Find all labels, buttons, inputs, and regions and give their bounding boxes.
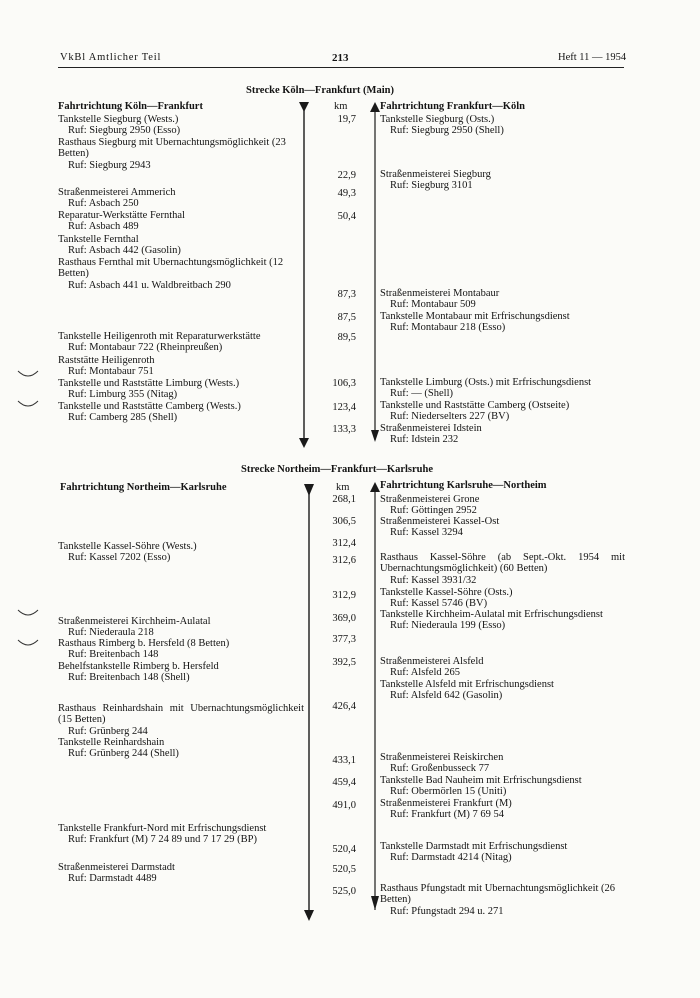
punch-mark <box>18 610 38 615</box>
km-value: 87,5 <box>337 312 356 323</box>
list-item: Tankstelle und Raststätte Camberg (Wests.) Ruf: Camberg 285 (Shell) <box>58 401 241 424</box>
list-item: Straßenmeisterei Grone Ruf: Göttingen 2952 <box>380 494 480 517</box>
list-item: Tankstelle Kassel-Söhre (Osts.) Ruf: Kassel 5746 (BV) <box>380 587 513 610</box>
km-heading: km <box>336 482 350 493</box>
list-item: Tankstelle Heiligenroth mit Reparaturwerkstätte Ruf: Montabaur 722 (Rheinpreußen) <box>58 331 261 354</box>
list-item: Straßenmeisterei Idstein Ruf: Idstein 232 <box>380 423 482 446</box>
km-value: 268,1 <box>332 494 356 505</box>
km-value: 312,9 <box>332 590 356 601</box>
list-item: Tankstelle Siegburg (Wests.) Ruf: Siegburg 2950 (Esso) <box>58 114 181 137</box>
list-item: Straßenmeisterei Darmstadt Ruf: Darmstadt 4489 <box>58 862 175 885</box>
km-value: 525,0 <box>332 886 356 897</box>
list-item: Rasthaus Reinhardshain mit Ubernachtungsmöglichkeit (15 Betten) Ruf: Grünberg 244 <box>58 703 304 737</box>
list-item: Rasthaus Kassel-Söhre (ab Sept.-Okt. 1954 mit Ubernachtungsmöglichkeit) (60 Betten) Ruf: Kassel 3931/32 <box>380 552 625 586</box>
km-value: 22,9 <box>337 170 356 181</box>
km-value: 89,5 <box>337 332 356 343</box>
km-value: 312,4 <box>332 538 356 549</box>
list-item: Tankstelle und Raststätte Camberg (Ostseite) Ruf: Niederselters 227 (BV) <box>380 400 570 423</box>
arrow-up-icon <box>370 102 380 442</box>
punch-mark <box>18 371 38 376</box>
section-title: Strecke Köln—Frankfurt (Main) <box>246 85 394 96</box>
list-item: Raststätte Heiligenroth Ruf: Montabaur 751 <box>58 355 155 378</box>
km-value: 19,7 <box>337 114 356 125</box>
left-column-heading: Fahrtrichtung Northeim—Karlsruhe <box>60 482 227 493</box>
list-item: Straßenmeisterei Frankfurt (M) Ruf: Frankfurt (M) 7 69 54 <box>380 798 512 821</box>
km-value: 520,5 <box>332 864 356 875</box>
list-item: Behelfstankstelle Rimberg b. Hersfeld Ruf: Breitenbach 148 (Shell) <box>58 661 219 684</box>
list-item: Straßenmeisterei Siegburg Ruf: Siegburg 3101 <box>380 169 491 192</box>
list-item: Rasthaus Pfungstadt mit Ubernachtungsmöglichkeit (26 Betten) Ruf: Pfungstadt 294 u. 271 <box>380 883 616 917</box>
list-item: Tankstelle Alsfeld mit Erfrischungsdienst Ruf: Alsfeld 642 (Gasolin) <box>380 679 554 702</box>
arrow-up-icon <box>370 482 380 910</box>
km-value: 520,4 <box>332 844 356 855</box>
km-value: 106,3 <box>332 378 356 389</box>
list-item: Tankstelle Siegburg (Osts.) Ruf: Siegburg 2950 (Shell) <box>380 114 504 137</box>
km-value: 133,3 <box>332 424 356 435</box>
km-value: 426,4 <box>332 701 356 712</box>
km-heading: km <box>334 101 348 112</box>
list-item: Rasthaus Siegburg mit Ubernachtungsmöglichkeit (23 Betten) Ruf: Siegburg 2943 <box>58 137 286 171</box>
km-value: 433,1 <box>332 755 356 766</box>
right-column-heading: Fahrtrichtung Karlsruhe—Northeim <box>380 480 547 491</box>
list-item: Straßenmeisterei Montabaur Ruf: Montabaur 509 <box>380 288 500 311</box>
list-item: Tankstelle und Raststätte Limburg (Wests.) Ruf: Limburg 355 (Nitag) <box>58 378 240 401</box>
list-item: Tankstelle Reinhardshain Ruf: Grünberg 244 (Shell) <box>58 737 179 760</box>
list-item: Tankstelle Limburg (Osts.) mit Erfrischungsdienst Ruf: — (Shell) <box>380 377 592 400</box>
list-item: Straßenmeisterei Kassel-Ost Ruf: Kassel 3294 <box>380 516 500 539</box>
section-title: Strecke Northeim—Frankfurt—Karlsruhe <box>241 464 433 475</box>
punch-mark <box>18 401 38 406</box>
list-item: Rasthaus Fernthal mit Ubernachtungsmöglichkeit (12 Betten) Ruf: Asbach 441 u. Waldbreitbach 290 <box>58 257 284 291</box>
list-item: Straßenmeisterei Ammerich Ruf: Asbach 250 <box>58 187 176 210</box>
list-item: Tankstelle Kirchheim-Aulatal mit Erfrischungsdienst Ruf: Niederaula 199 (Esso) <box>380 609 603 632</box>
km-value: 50,4 <box>337 211 356 222</box>
list-item: Tankstelle Frankfurt-Nord mit Erfrischungsdienst Ruf: Frankfurt (M) 7 24 89 und 7 17 29 (BP) <box>58 823 267 846</box>
list-item: Reparatur-Werkstätte Fernthal Ruf: Asbach 489 <box>58 210 185 233</box>
km-value: 49,3 <box>337 188 356 199</box>
km-value: 312,6 <box>332 555 356 566</box>
list-item: Tankstelle Bad Nauheim mit Erfrischungsdienst Ruf: Obermörlen 15 (Uniti) <box>380 775 582 798</box>
issue-info: Heft 11 — 1954 <box>558 52 627 63</box>
km-value: 491,0 <box>332 800 356 811</box>
km-value: 369,0 <box>332 613 356 624</box>
list-item: Tankstelle Montabaur mit Erfrischungsdienst Ruf: Montabaur 218 (Esso) <box>380 311 570 334</box>
km-value: 123,4 <box>332 402 356 413</box>
km-value: 377,3 <box>332 634 356 645</box>
running-head: VkBl Amtlicher Teil <box>60 52 162 63</box>
km-value: 87,3 <box>337 289 356 300</box>
punch-mark <box>18 640 38 645</box>
right-column-heading: Fahrtrichtung Frankfurt—Köln <box>380 101 525 112</box>
list-item: Straßenmeisterei Reiskirchen Ruf: Großenbusseck 77 <box>380 752 504 775</box>
list-item: Rasthaus Rimberg b. Hersfeld (8 Betten) Ruf: Breitenbach 148 <box>58 638 230 661</box>
list-item: Tankstelle Kassel-Söhre (Wests.) Ruf: Kassel 7202 (Esso) <box>58 541 197 564</box>
km-value: 459,4 <box>332 777 356 788</box>
list-item: Straßenmeisterei Alsfeld Ruf: Alsfeld 265 <box>380 656 484 679</box>
page-number: 213 <box>332 52 349 64</box>
list-item: Tankstelle Darmstadt mit Erfrischungsdienst Ruf: Darmstadt 4214 (Nitag) <box>380 841 568 864</box>
left-column-heading: Fahrtrichtung Köln—Frankfurt <box>58 101 203 112</box>
km-value: 306,5 <box>332 516 356 527</box>
list-item: Straßenmeisterei Kirchheim-Aulatal Ruf: Niederaula 218 <box>58 616 211 639</box>
list-item: Tankstelle Fernthal Ruf: Asbach 442 (Gasolin) <box>58 234 181 257</box>
km-value: 392,5 <box>332 657 356 668</box>
